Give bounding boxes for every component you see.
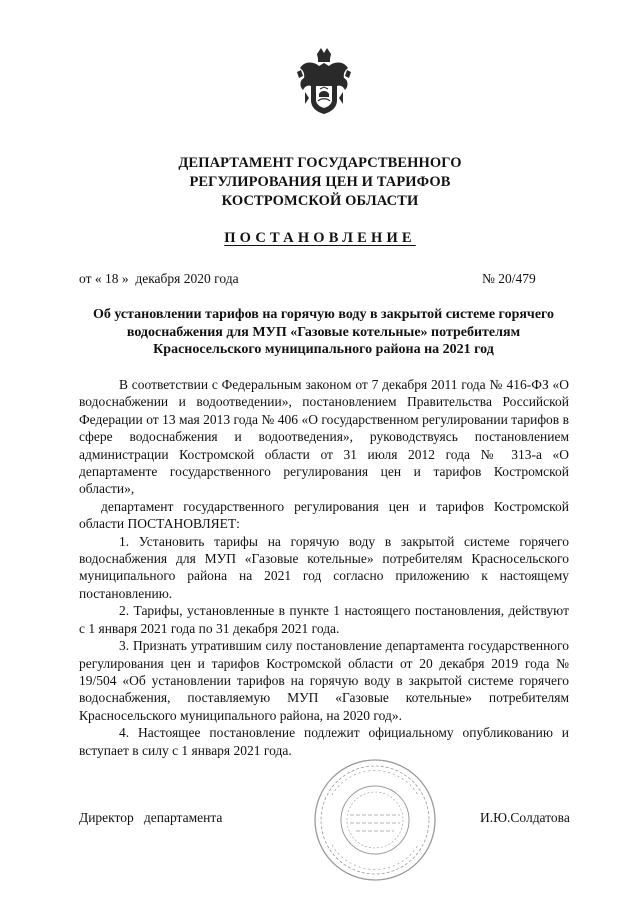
item-paragraph-2: 2. Тарифы, установленные в пункте 1 настоящего постановления, действуют с 1 января 2021 года по 31 декабря 2021 года.: [79, 603, 569, 636]
document-body: [79, 376, 569, 759]
department-line-3: КОСТРОМСКОЙ ОБЛАСТИ: [221, 193, 419, 209]
department-line-1: ДЕПАРТАМЕНТ ГОСУДАРСТВЕННОГО: [178, 155, 462, 171]
preamble-paragraph: В соответствии с Федеральным законом от 7 декабря 2011 года № 416-ФЗ «О водоснабжении и водоотведении», постановлением Правительства Российской Федерации от 13 мая 2013 года № 406 «О государственном регулировании тарифов в сфере водоснабжения и водоотведения», руководствуясь постановлением администрации Костромской области от 31 июля 2012 года № 313-а «О департаменте государственного регулирования цен и тарифов Костромской области»,: [79, 377, 569, 497]
decree-paragraph: департамент государственного регулирования цен и тарифов Костромской области ПОСТАНОВЛЯЕТ:: [79, 498, 569, 532]
official-seal-stamp: [310, 755, 440, 885]
department-line-2: РЕГУЛИРОВАНИЯ ЦЕН И ТАРИФОВ: [189, 174, 451, 190]
coat-of-arms-emblem: [295, 48, 353, 116]
document-number: № 20/479: [482, 271, 536, 286]
signatory-name: И.Ю.Солдатова: [480, 810, 570, 825]
document-title: Об установлении тарифов на горячую воду в закрытой системе горячего водоснабжения для МУП «Газовые котельные» потребителям Красносельского муниципального района на 2021 год: [92, 307, 555, 357]
document-date: от « 18 » декабря 2020 года: [79, 271, 239, 286]
item-paragraph-3: 3. Признать утратившим силу постановление департамента государственного регулирования цен и тарифов Костромской области от 20 декабря 2019 года № 19/504 «Об установлении тарифов на горячую воду в закрытой системе горячего водоснабжения, поставляемую МУП «Газовые котельные» потребителям Красносельского муниципального района, на 2020 год».: [79, 638, 569, 723]
item-paragraph-1: 1. Установить тарифы на горячую воду в закрытой системе горячего водоснабжения для МУП «Газовые котельные» потребителям Красносельского муниципального района на 2021 год согласно приложению к настоящему постановлению.: [79, 533, 569, 601]
item-paragraph-4: 4. Настоящее постановление подлежит официальному опубликованию и вступает в силу с 1 января 2021 года.: [79, 725, 569, 758]
department-name: [100, 154, 540, 211]
signatory-position: Директор департамента: [79, 810, 223, 825]
document-type-text: ПОСТАНОВЛЕНИЕ: [224, 230, 416, 246]
document-type-heading: [100, 230, 540, 247]
